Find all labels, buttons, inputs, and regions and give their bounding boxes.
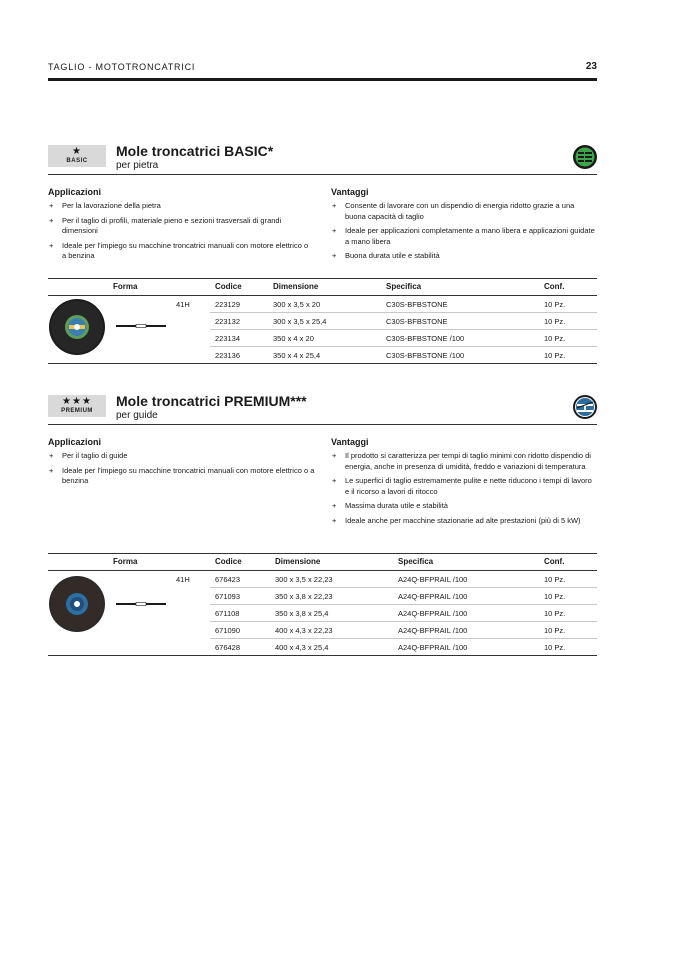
list-item: + Ideale per l'impiego su macchine troncatrici manuali con motore elettrico o a benzina [49, 465, 315, 485]
cell-codice: 671093 [215, 592, 241, 601]
table-top-rule [48, 278, 597, 279]
cell-codice: 671090 [215, 626, 241, 635]
shape-code: 41H [176, 575, 190, 584]
list-item: + Ideale anche per macchine stazionarie ad alte prestazioni (più di 5 kW) [332, 515, 581, 525]
col-dimensione: Dimensione [273, 282, 319, 291]
cell-dimensione: 350 x 4 x 25,4 [273, 351, 321, 360]
cell-specifica: A24Q-BFPRAIL /100 [398, 643, 468, 652]
table-row [48, 313, 597, 330]
list-item: + Massima durata utile e stabilità [332, 501, 448, 510]
cell-dimensione: 300 x 3,5 x 20 [273, 300, 321, 309]
vantaggi-heading: Vantaggi [331, 187, 369, 197]
cell-codice: 676428 [215, 643, 241, 652]
applicazioni-heading: Applicazioni [48, 437, 102, 447]
col-codice: Codice [215, 557, 242, 566]
table-row [48, 571, 597, 588]
applicazioni-list [48, 201, 313, 266]
table-row [48, 622, 597, 639]
col-dimensione: Dimensione [275, 557, 321, 566]
star-icon: ★ [72, 146, 82, 157]
list-item: + Ideale per l'impiego su macchine troncatrici manuali con motore elettrico o a benzina [49, 240, 309, 260]
basic-badge [48, 145, 106, 167]
cell-dimensione: 350 x 4 x 20 [273, 334, 314, 343]
col-conf: Conf. [544, 557, 565, 566]
cell-conf: 10 Pz. [544, 592, 566, 601]
cell-specifica: A24Q-BFPRAIL /100 [398, 575, 468, 584]
badge-label: PREMIUM [61, 408, 93, 414]
list-item: + Per il taglio di profili, materiale pieno e sezioni trasversali di grandi dimensioni [49, 215, 282, 235]
cell-specifica: A24Q-BFPRAIL /100 [398, 609, 468, 618]
vantaggi-heading: Vantaggi [331, 437, 369, 447]
cell-dimensione: 400 x 4,3 x 25,4 [275, 643, 329, 652]
cell-conf: 10 Pz. [544, 351, 566, 360]
header-title: TAGLIO - MOTOTRONCATRICI [48, 62, 196, 72]
star-icon: ★★★ [62, 396, 92, 407]
list-item: + Buona durata utile e stabilità [332, 251, 440, 260]
col-conf: Conf. [544, 282, 565, 291]
row-rule [48, 363, 597, 364]
cell-dimensione: 400 x 4,3 x 22,23 [275, 626, 333, 635]
col-specifica: Specifica [386, 282, 422, 291]
cell-codice: 671108 [215, 609, 240, 618]
vantaggi-list [331, 201, 597, 266]
list-item: + Ideale per applicazioni completamente a mano libera e applicazioni guidate a mano libera [332, 226, 595, 246]
shape-code: 41H [176, 300, 190, 309]
col-codice: Codice [215, 282, 242, 291]
vantaggi-list [331, 451, 597, 530]
cell-conf: 10 Pz. [544, 300, 566, 309]
cell-conf: 10 Pz. [544, 609, 566, 618]
cell-codice: 676423 [215, 575, 241, 584]
cell-conf: 10 Pz. [544, 317, 566, 326]
section-subtitle: per guide [116, 410, 158, 421]
table-row [48, 330, 597, 347]
rail-category-icon [573, 395, 597, 419]
cell-specifica: C30S-BFBSTONE [386, 317, 448, 326]
cell-conf: 10 Pz. [544, 643, 566, 652]
row-rule [48, 655, 597, 656]
cell-conf: 10 Pz. [544, 334, 566, 343]
col-forma: Forma [113, 557, 138, 566]
section-title: Mole troncatrici PREMIUM*** [116, 393, 307, 409]
cell-specifica: C30S-BFBSTONE /100 [386, 351, 465, 360]
cell-codice: 223132 [215, 317, 241, 326]
section-subtitle: per pietra [116, 160, 159, 171]
cell-codice: 223134 [215, 334, 241, 343]
badge-label: BASIC [66, 158, 88, 164]
applicazioni-list [48, 451, 326, 491]
section-divider [48, 424, 597, 425]
applicazioni-heading: Applicazioni [48, 187, 102, 197]
cell-codice: 223136 [215, 351, 241, 360]
cell-specifica: C30S-BFBSTONE [386, 300, 448, 309]
list-item: + Per la lavorazione della pietra [49, 201, 161, 210]
header-divider [48, 78, 597, 81]
cell-dimensione: 350 x 3,8 x 22,23 [275, 592, 333, 601]
cell-specifica: C30S-BFBSTONE /100 [386, 334, 465, 343]
section-divider [48, 174, 597, 175]
premium-badge [48, 395, 106, 417]
table-top-rule [48, 553, 597, 554]
cell-codice: 223129 [215, 300, 241, 309]
list-item: + Il prodotto si caratterizza per tempi di taglio minimi con ridotto dispendio di energia, anche in presenza di umidità, freddo e variazioni di temperatura [332, 451, 591, 471]
table-row [48, 605, 597, 622]
page-header [48, 60, 597, 82]
list-item: + Le superfici di taglio estremamente pulite e nette riducono i tempi di lavoro e il ricorso a lavori di ritocco [332, 476, 592, 496]
cell-dimensione: 300 x 3,5 x 25,4 [273, 317, 327, 326]
table-row [48, 296, 597, 313]
col-specifica: Specifica [398, 557, 434, 566]
table-row [48, 588, 597, 605]
page-number: 23 [585, 61, 597, 72]
cell-conf: 10 Pz. [544, 575, 566, 584]
cell-dimensione: 350 x 3,8 x 25,4 [275, 609, 329, 618]
table-row [48, 639, 597, 656]
list-item: + Per il taglio di guide [49, 451, 128, 460]
section-title: Mole troncatrici BASIC* [116, 143, 274, 159]
stone-category-icon [573, 145, 597, 169]
cell-specifica: A24Q-BFPRAIL /100 [398, 626, 468, 635]
col-forma: Forma [113, 282, 138, 291]
cell-conf: 10 Pz. [544, 626, 566, 635]
table-row [48, 347, 597, 364]
list-item: + Consente di lavorare con un dispendio di energia ridotto grazie a una buona capacità di taglio [332, 201, 575, 221]
cell-dimensione: 300 x 3,5 x 22,23 [275, 575, 333, 584]
cell-specifica: A24Q-BFPRAIL /100 [398, 592, 468, 601]
